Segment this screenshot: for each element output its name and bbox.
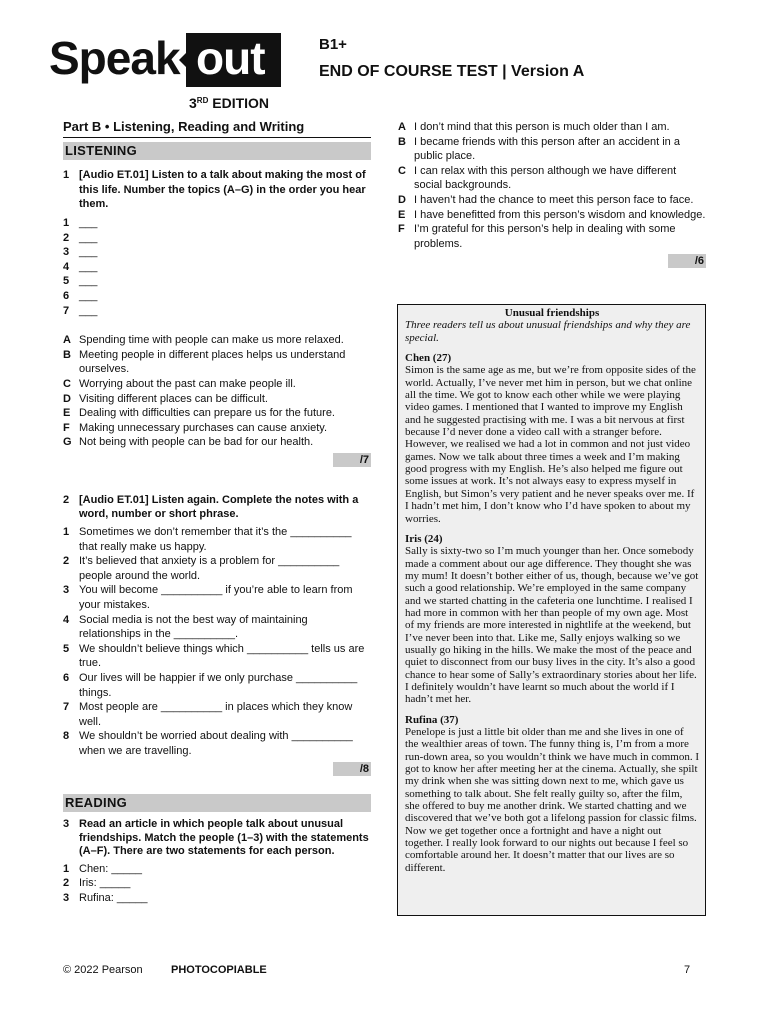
topic-item (63, 333, 371, 348)
note-number: 8 (63, 730, 70, 743)
answer-blank[interactable] (63, 304, 371, 319)
edition-suffix: RD (196, 96, 209, 105)
section-text: Simon is the same age as me, but we’re from opposite sides of the world. Actually, I’ve never met him in person, but we chat online all the time. We got to know each other while we were playing video games. I mentioned that I wanted to improve my English and he suggested practising with me. I was a bit nervous at first because I’d never done a video call with a stranger before. However, we realised we had a lot in common and not just video games. Now we talk about three times a week and I’m making good progress with my English. He’s also helped me figure out some issues at work. It’s not always easy to express myself in English, but Simon’s very patient and he never speaks over me. If I hadn’t met him, I don’t know who I’d have spoken to about my worries. (405, 364, 696, 525)
blank-number: 1 (63, 216, 70, 229)
topic-item (63, 392, 371, 407)
statement-list (398, 120, 706, 251)
question-2 (63, 493, 371, 522)
edition-number: 3 (189, 95, 197, 111)
statement-item (398, 222, 706, 251)
topic-text: Worrying about the past can make people ill. (79, 377, 296, 390)
person-answer[interactable] (63, 862, 371, 877)
score-box: /8 (333, 762, 371, 776)
statement-item (398, 208, 706, 223)
statement-letter: A (398, 121, 406, 133)
note-number: 7 (63, 701, 70, 714)
answer-blank[interactable] (63, 216, 371, 231)
statement-text: I can relax with this person although we have different social backgrounds. (414, 164, 677, 192)
note-item (63, 613, 371, 642)
statement-item (398, 120, 706, 135)
section-name: Chen (27) (405, 352, 452, 365)
topic-item (63, 377, 371, 392)
statement-text: I have benefitted from this person’s wisdom and knowledge. (414, 208, 706, 221)
blank-number: 6 (63, 289, 70, 302)
answer-blank[interactable] (63, 289, 371, 304)
statement-text: I haven’t had the chance to meet this person face to face. (414, 193, 694, 206)
question-prompt: [Audio ET.01] Listen again. Complete the notes with a word, number or short phrase. (79, 493, 359, 521)
note-text: We shouldn’t be worried about dealing with __________ when we are travelling. (79, 730, 353, 757)
section-text: Penelope is just a little bit older than me and she lives in one of the wealthier areas of town. The funny thing is, I’m from a more run-down area, so you wouldn’t think we have much in common. I got to know her after meeting her at the cinema. Actually, she spilt my drink when she was sitting down next to me, which gave us something to talk about. She felt really guilty so, after the film, she offered to buy me another drink. We started chatting and we discovered that we’ve both got a lifelong passion for classic films. Now we get together once a fortnight and have a night out together. I really look forward to our nights out because I feel so comfortable around her. It doesn’t matter that our lives are so different. (405, 726, 699, 874)
part-title: Part B • Listening, Reading and Writing (63, 120, 371, 138)
statement-letter: F (398, 223, 405, 236)
note-text: Most people are __________ in places which they know well. (79, 701, 353, 728)
note-text: Our lives will be happier if we only purchase __________ things. (79, 672, 358, 699)
topic-text: Making unnecessary purchases can cause anxiety. (79, 421, 328, 434)
blank-line: ___ (79, 275, 98, 288)
topic-letter: B (63, 348, 71, 361)
blank-line: ___ (79, 304, 98, 317)
section-text: Sally is sixty-two so I’m much younger than her. Once somebody made a comment about our age difference. They thought she was my mum! It doesn’t bother either of us, though, because we’ve got such a good relationship. We’re employed in the same company and we started chatting in the cafeteria one lunchtime. I realised I had more in common with her than people of my own age. Most of my friends are more interested in nightlife at the weekend, but I’ve never been into that. Like me, Sally enjoys walking so we usually go hiking in the hills. We make the most of the peace and quiet to disconnect from our busy lives in the city. It’s also a good chance to hear some of Sally’s extraordinary stories about her life. I definitely wouldn’t have learnt so much about the world if I hadn’t met her. (405, 545, 699, 706)
photocopiable-label: PHOTOCOPIABLE (171, 964, 267, 976)
note-item (63, 554, 371, 583)
answer-blank[interactable] (63, 245, 371, 260)
blank-line: ___ (79, 231, 98, 244)
statement-text: I don’t mind that this person is much older than I am. (414, 121, 670, 133)
note-text: You will become __________ if you’re able to learn from your mistakes. (79, 584, 353, 612)
answer-blank[interactable] (63, 260, 371, 275)
note-number: 2 (63, 555, 70, 568)
topic-text: Visiting different places can be difficult. (79, 392, 268, 405)
blank-line: ___ (79, 289, 98, 302)
note-number: 4 (63, 613, 70, 626)
speakout-logo (49, 33, 281, 87)
statement-text: I’m grateful for this person’s help in dealing with some problems. (414, 223, 676, 250)
statement-item (398, 135, 706, 164)
note-text: We shouldn’t believe things which __________ tells us are true. (79, 642, 365, 670)
person-answer[interactable] (63, 891, 371, 906)
topic-letter: C (63, 377, 71, 390)
left-column (63, 120, 371, 905)
person-answer[interactable] (63, 876, 371, 891)
blank-line: ___ (79, 246, 98, 259)
copyright: © 2022 Pearson (63, 964, 143, 976)
test-title: END OF COURSE TEST | Version A (319, 63, 585, 80)
reading-passage (397, 304, 706, 916)
page-number: 7 (684, 964, 691, 976)
topic-letter: D (63, 392, 71, 405)
person-text: Chen: _____ (79, 862, 142, 875)
note-item (63, 642, 371, 671)
edition-label (189, 94, 269, 111)
topic-letter: G (63, 436, 72, 449)
question-number: 3 (63, 818, 70, 831)
note-text: It’s believed that anxiety is a problem for __________ people around the world. (79, 555, 340, 582)
topic-text: Dealing with difficulties can prepare us for the future. (79, 407, 335, 420)
topic-item (63, 348, 371, 377)
passage-title: Unusual friendships (504, 307, 600, 319)
question-number: 1 (63, 169, 70, 182)
question-3 (63, 818, 371, 859)
blank-number: 7 (63, 304, 70, 317)
note-item (63, 525, 371, 554)
person-number: 3 (63, 891, 70, 904)
passage-intro: Three readers tell us about unusual friendships and why they are special. (405, 319, 691, 344)
note-text: Social media is not the best way of maintaining relationships in the __________. (79, 613, 308, 641)
question-prompt: Read an article in which people talk about unusual friendships. Match the people (1–3) with the statements (A–F). There are two statements for each person. (79, 818, 369, 858)
right-column (398, 120, 706, 268)
section-name: Iris (24) (405, 532, 443, 545)
note-item (63, 583, 371, 612)
topic-letter: E (63, 407, 71, 420)
blank-number: 3 (63, 246, 70, 259)
statement-letter: C (398, 164, 406, 177)
statement-item (398, 193, 706, 208)
people-list (63, 862, 371, 906)
blank-number: 2 (63, 231, 70, 244)
person-number: 2 (63, 877, 70, 890)
note-text: Sometimes we don’t remember that it’s the __________ that really make us happy. (79, 526, 352, 553)
blank-number: 4 (63, 260, 70, 273)
topic-item (63, 421, 371, 436)
topic-item (63, 435, 371, 450)
logo-word: Speak (49, 32, 180, 84)
person-text: Iris: _____ (79, 877, 131, 890)
topic-item (63, 406, 371, 421)
note-number: 6 (63, 672, 70, 684)
score-box: /7 (333, 453, 371, 467)
question-1 (63, 168, 371, 212)
blank-number: 5 (63, 275, 70, 288)
topic-text: Meeting people in different places helps us understand ourselves. (79, 348, 346, 376)
topic-list (63, 333, 371, 450)
score-box: /6 (668, 254, 706, 268)
note-item (63, 671, 371, 700)
note-number: 5 (63, 642, 70, 655)
statement-letter: E (398, 208, 406, 221)
statement-letter: D (398, 193, 406, 206)
topic-letter: F (63, 421, 70, 434)
question-prompt: [Audio ET.01] Listen to a talk about making the most of this life. Number the topics (A–G) in the order you hear them. (79, 169, 366, 211)
note-item (63, 729, 371, 758)
level-label: B1+ (319, 36, 347, 53)
reading-heading: READING (63, 794, 371, 813)
topic-text: Not being with people can be bad for our health. (79, 436, 314, 449)
answer-blank[interactable] (63, 231, 371, 246)
person-text: Rufina: _____ (79, 891, 148, 904)
answer-blanks (63, 216, 371, 318)
logo-box: out (186, 33, 281, 87)
note-number: 3 (63, 584, 70, 597)
listening-heading: LISTENING (63, 142, 371, 161)
edition-word: EDITION (208, 95, 270, 111)
person-number: 1 (63, 862, 70, 875)
notes-list (63, 525, 371, 759)
note-item (63, 700, 371, 729)
blank-line: ___ (79, 216, 98, 229)
note-number: 1 (63, 526, 70, 539)
question-number: 2 (63, 493, 70, 506)
topic-letter: A (63, 334, 71, 347)
statement-text: I became friends with this person after an accident in a public place. (414, 135, 680, 163)
blank-line: ___ (79, 260, 98, 273)
answer-blank[interactable] (63, 274, 371, 289)
statement-item (398, 164, 706, 193)
section-name: Rufina (37) (405, 713, 459, 726)
topic-text: Spending time with people can make us more relaxed. (79, 334, 344, 347)
statement-letter: B (398, 135, 406, 148)
